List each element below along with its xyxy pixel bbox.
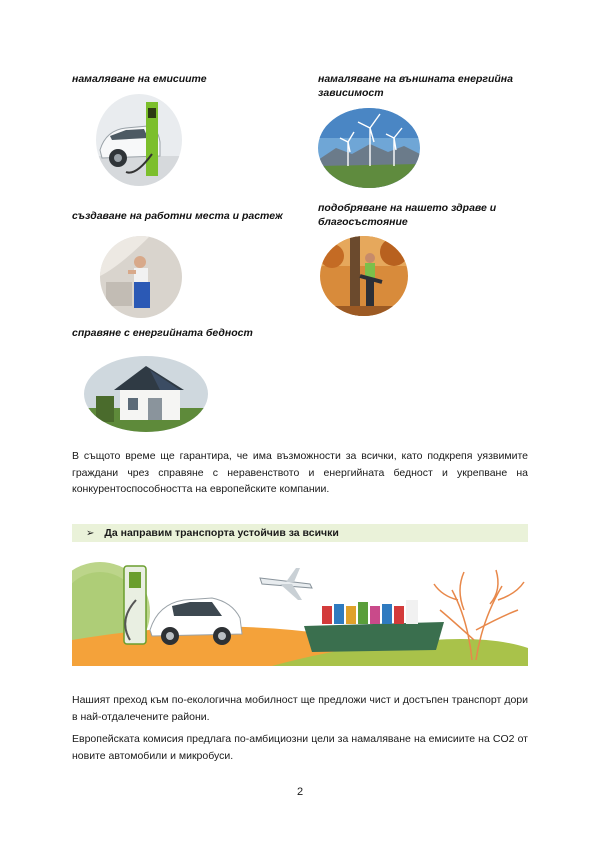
paragraph-green-mobility: Нашият преход към по-екологична мобилност ще предложи чист и достъпен транспорт дори в най-отдалечените райони.: [72, 694, 528, 723]
solar-roof-house-image: [84, 356, 208, 432]
benefit-caption-jobs-growth: създаване на работни места и растеж: [72, 210, 283, 222]
paragraph-opportunities: В същото време ще гарантира, че има възможности за всички, като подкрепя уязвимите граждани чрез справяне с неравенството и енергийната бедност и укрепване на конкурентоспособността на европейските компании.: [72, 450, 528, 495]
sustainable-transport-banner-image: [72, 560, 528, 666]
section-heading-transport: [72, 524, 528, 542]
page-number: 2: [296, 786, 304, 798]
benefit-caption-energy-poverty: справяне с енергийната бедност: [72, 327, 253, 339]
bullet-arrow-icon: ➢: [86, 527, 95, 539]
wind-turbines-image: [318, 108, 420, 188]
paragraph-co2-targets: Европейската комисия предлага по-амбициозни цели за намаляване на емисиите на CO2 от новите автомобили и микробуси.: [72, 733, 528, 762]
benefit-caption-health: подобряване на нашето здраве и благосъстояние: [318, 202, 497, 228]
benefit-caption-emissions: намаляване на емисиите: [72, 73, 207, 85]
stretching-runner-image: [320, 236, 408, 316]
technician-worker-image: [100, 236, 182, 318]
ev-charging-car-image: [96, 94, 182, 186]
benefit-caption-energy-dependence: намаляване на външната енергийна зависимост: [318, 73, 513, 99]
section-heading-text: Да направим транспорта устойчив за всички: [104, 527, 339, 539]
